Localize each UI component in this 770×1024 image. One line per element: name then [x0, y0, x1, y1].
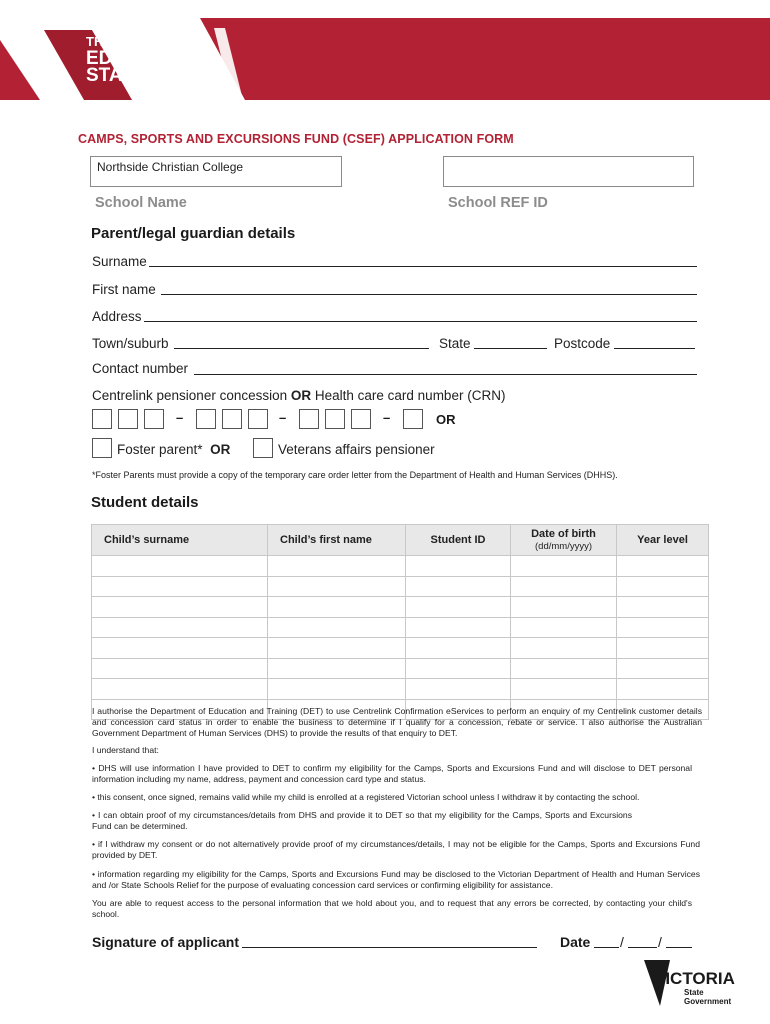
consent-bullet-2: • this consent, once signed, remains valid while my child is enrolled at a registered Victorian school unless I withdraw it by contacting the school. — [92, 792, 640, 802]
cell-student-id[interactable] — [406, 638, 511, 659]
crn-box-9[interactable] — [351, 409, 371, 429]
crn-box-8[interactable] — [325, 409, 345, 429]
access-paragraph: You are able to request access to the personal information that we hold about you, and to request that any errors be corrected, by contacting your child's school. — [92, 898, 692, 920]
crn-label-suffix: Health care card number (CRN) — [311, 388, 506, 403]
col-year-level: Year level — [617, 525, 709, 556]
crn-box-10[interactable] — [403, 409, 423, 429]
school-ref-field[interactable] — [443, 156, 694, 187]
cell-year-level[interactable] — [617, 658, 709, 679]
victoria-logo — [640, 956, 740, 1008]
cell-first-name[interactable] — [268, 617, 406, 638]
cell-student-id[interactable] — [406, 597, 511, 618]
victoria-state-text: State — [684, 988, 704, 997]
crn-box-3[interactable] — [144, 409, 164, 429]
cell-student-id[interactable] — [406, 617, 511, 638]
postcode-input-line[interactable] — [614, 348, 695, 349]
crn-box-4[interactable] — [196, 409, 216, 429]
address-label: Address — [92, 309, 142, 324]
guardian-section-title: Parent/legal guardian details — [91, 225, 296, 242]
form-title: CAMPS, SPORTS AND EXCURSIONS FUND (CSEF) APPLICATION FORM — [78, 132, 514, 146]
cell-year-level[interactable] — [617, 679, 709, 700]
cell-first-name[interactable] — [268, 556, 406, 577]
crn-label-prefix: Centrelink pensioner concession — [92, 388, 291, 403]
foster-or: OR — [210, 442, 231, 457]
cell-student-id[interactable] — [406, 679, 511, 700]
address-input-line[interactable] — [144, 321, 697, 322]
school-ref-caption: School REF ID — [448, 195, 548, 211]
surname-input-line[interactable] — [149, 266, 697, 267]
logo-text-state: STATE — [86, 65, 146, 86]
date-sep-2: / — [658, 934, 662, 950]
student-section-title: Student details — [91, 494, 199, 511]
cell-dob[interactable] — [511, 658, 617, 679]
crn-or: OR — [436, 412, 456, 427]
cell-student-id[interactable] — [406, 556, 511, 577]
consent-paragraph: I authorise the Department of Education and Training (DET) to use Centrelink Confirmation eServices to perform an enquiry of my Centrelink customer details and concession card status in order to enable the business to determine if I qualify for a concession, rebate or service. I also authorise the Australian Government Department of Human Services (DHS) to provide the results of that enquiry to DET. — [92, 706, 702, 739]
table-row — [92, 576, 709, 597]
consent-bullet-1: • DHS will use information I have provided to DET to confirm my eligibility for the Camps, Sports and Excursions Fund and will disclose to DET personal information including my name, address, payment and concession card type and status. — [92, 763, 692, 785]
header-red-band — [200, 18, 770, 100]
table-row — [92, 556, 709, 577]
student-table — [91, 524, 709, 720]
dob-label: Date of birth — [531, 528, 596, 540]
cell-student-id[interactable] — [406, 658, 511, 679]
foster-label-text: Foster parent* — [117, 442, 203, 457]
cell-dob[interactable] — [511, 617, 617, 638]
logo-text-the: THE — [86, 34, 112, 49]
state-label: State — [439, 336, 471, 351]
cell-dob[interactable] — [511, 556, 617, 577]
cell-surname[interactable] — [92, 679, 268, 700]
student-table-header — [92, 525, 709, 556]
crn-box-6[interactable] — [248, 409, 268, 429]
cell-surname[interactable] — [92, 638, 268, 659]
crn-box-5[interactable] — [222, 409, 242, 429]
postcode-label: Postcode — [554, 336, 611, 351]
understand-heading: I understand that: — [92, 745, 159, 755]
date-month-line[interactable] — [628, 947, 657, 948]
crn-label-or: OR — [290, 388, 312, 403]
cell-dob[interactable] — [511, 597, 617, 618]
signature-label: Signature of applicant — [92, 934, 240, 950]
cell-dob[interactable] — [511, 638, 617, 659]
consent-bullet-4: • if I withdraw my consent or do not alternatively provide proof of my circumstances/details, I may not be eligible for the Camps, Sports and Excursions Fund provided by DET. — [92, 839, 700, 861]
table-row — [92, 597, 709, 618]
cell-first-name[interactable] — [268, 597, 406, 618]
cell-year-level[interactable] — [617, 638, 709, 659]
first-name-label: First name — [92, 282, 156, 297]
first-name-input-line[interactable] — [161, 294, 697, 295]
signature-input-line[interactable] — [242, 947, 537, 948]
date-sep-1: / — [620, 934, 624, 950]
town-input-line[interactable] — [174, 348, 429, 349]
veterans-label: Veterans affairs pensioner — [278, 442, 435, 457]
cell-year-level[interactable] — [617, 556, 709, 577]
dob-format: (dd/mm/yyyy) — [535, 541, 592, 552]
school-name-value: Northside Christian College — [97, 160, 244, 174]
date-year-line[interactable] — [666, 947, 692, 948]
table-row — [92, 658, 709, 679]
cell-dob[interactable] — [511, 576, 617, 597]
victoria-government-text: Government — [684, 997, 732, 1006]
crn-dash-2: – — [279, 410, 287, 425]
cell-first-name[interactable] — [268, 658, 406, 679]
cell-student-id[interactable] — [406, 576, 511, 597]
surname-label: Surname — [92, 254, 147, 269]
crn-box-2[interactable] — [118, 409, 138, 429]
col-child-first-name: Child’s first name — [268, 525, 406, 556]
foster-parent-label — [117, 442, 230, 457]
col-student-id: Student ID — [406, 525, 511, 556]
cell-year-level[interactable] — [617, 597, 709, 618]
logo-text-education: EDUCATION — [86, 48, 198, 69]
veterans-checkbox[interactable] — [253, 438, 273, 458]
table-row — [92, 679, 709, 700]
date-day-line[interactable] — [594, 947, 619, 948]
state-input-line[interactable] — [474, 348, 547, 349]
town-label: Town/suburb — [92, 336, 169, 351]
cell-first-name[interactable] — [268, 576, 406, 597]
school-name-field[interactable] — [90, 156, 342, 187]
crn-box-7[interactable] — [299, 409, 319, 429]
header-banner — [0, 0, 770, 100]
victoria-wordmark: VICTORIA — [654, 969, 735, 988]
crn-box-1[interactable] — [92, 409, 112, 429]
consent-bullet-5: • information regarding my eligibility for the Camps, Sports and Excursions Fund may be disclosed to the Victorian Department of Health and Human Services and /or State Schools Relief for the purpose of evaluating concession card services or confirming eligibility for assistance. — [92, 869, 700, 891]
date-label: Date — [560, 934, 591, 950]
table-row — [92, 638, 709, 659]
cell-surname[interactable] — [92, 576, 268, 597]
cell-dob[interactable] — [511, 679, 617, 700]
school-name-caption: School Name — [95, 195, 187, 211]
contact-label: Contact number — [92, 361, 189, 376]
foster-parent-checkbox[interactable] — [92, 438, 112, 458]
cell-surname[interactable] — [92, 658, 268, 679]
table-row — [92, 617, 709, 638]
cell-year-level[interactable] — [617, 576, 709, 597]
crn-label — [92, 388, 505, 403]
cell-surname[interactable] — [92, 617, 268, 638]
foster-note: *Foster Parents must provide a copy of the temporary care order letter from the Department of Health and Human Services (DHHS). — [92, 470, 618, 480]
cell-first-name[interactable] — [268, 679, 406, 700]
cell-surname[interactable] — [92, 597, 268, 618]
crn-dash-3: – — [383, 410, 391, 425]
crn-dash-1: – — [176, 410, 184, 425]
col-date-of-birth — [511, 525, 617, 556]
col-child-surname: Child’s surname — [92, 525, 268, 556]
contact-input-line[interactable] — [194, 374, 697, 375]
cell-first-name[interactable] — [268, 638, 406, 659]
cell-year-level[interactable] — [617, 617, 709, 638]
header-left-stripe — [0, 40, 40, 100]
cell-surname[interactable] — [92, 556, 268, 577]
consent-bullet-3: • I can obtain proof of my circumstances/details from DHS and provide it to DET so that my eligibility for the Camps, Sports and Excursions Fund can be determined. — [92, 810, 632, 832]
